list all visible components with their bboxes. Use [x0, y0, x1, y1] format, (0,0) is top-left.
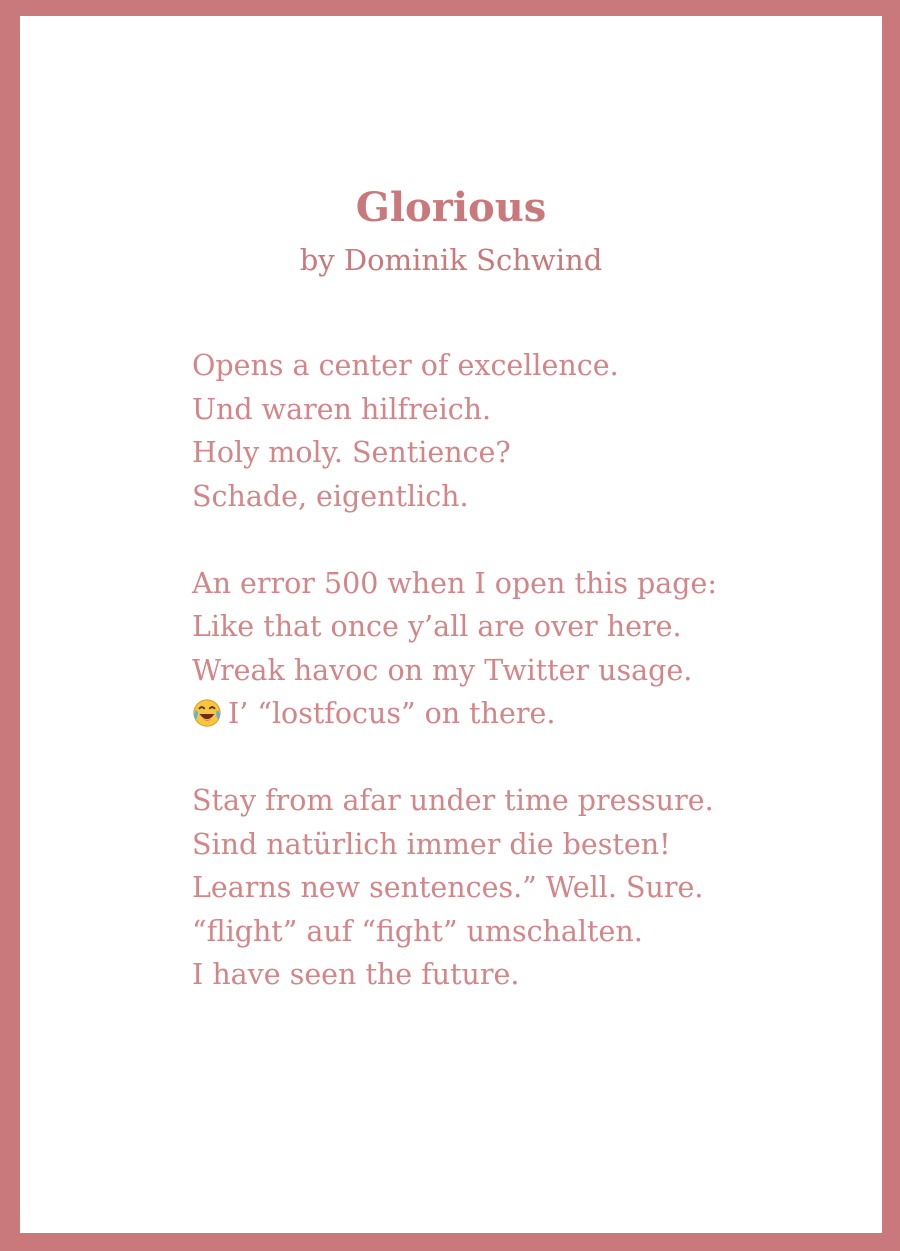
poem-line: Sind natürlich immer die besten! — [192, 827, 671, 861]
stanza-3 — [192, 779, 717, 997]
poem-line: Like that once y’all are over here. — [192, 610, 682, 643]
poem-card — [20, 16, 882, 1233]
poem-line: Schade, eigentlich. — [192, 479, 469, 513]
stanza-2 — [192, 562, 717, 736]
poem-line: An error 500 when I open this page: — [192, 566, 717, 600]
poem-line: Und waren hilfreich. — [192, 392, 492, 426]
poem-line: Learns new sentences.” Well. Sure. — [192, 871, 704, 904]
poem-title: Glorious — [355, 184, 547, 231]
poem-line: Opens a center of excellence. — [192, 349, 619, 382]
poem-line: I have seen the future. — [192, 958, 520, 991]
poem-line: Holy moly. Sentience? — [192, 436, 511, 469]
poem-body — [192, 344, 717, 1040]
poem-line-with-emoji — [192, 692, 717, 736]
poem-line: Wreak havoc on my Twitter usage. — [192, 653, 693, 687]
face-with-tears-of-joy-icon — [192, 698, 222, 728]
poem-author: by Dominik Schwind — [299, 243, 603, 277]
stanza-1 — [192, 344, 717, 518]
poem-line: “flight” auf “fight” umschalten. — [192, 914, 643, 948]
poem-line: Stay from afar under time pressure. — [192, 784, 714, 817]
poem-line-text: I’ “lostfocus” on there. — [228, 697, 556, 730]
